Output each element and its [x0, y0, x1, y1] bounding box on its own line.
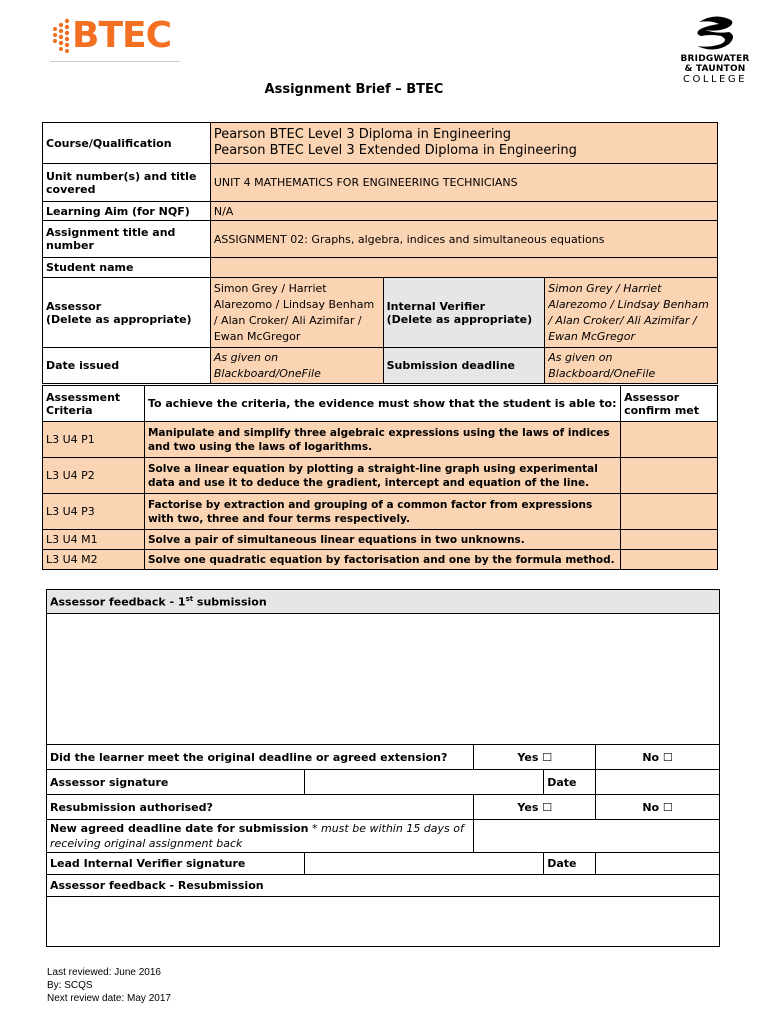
new-deadline-label-text: New agreed deadline date for submission: [50, 822, 309, 835]
college-logo-line1: BRIDGWATER: [680, 54, 750, 64]
learning-aim-value: N/A: [210, 202, 717, 221]
criteria-row: [43, 422, 718, 458]
first-feedback-textarea[interactable]: [47, 614, 720, 745]
course-value-2: Pearson BTEC Level 3 Extended Diploma in Engineering: [213, 143, 577, 158]
assignment-brief-table: [42, 122, 718, 384]
unit-label: Unit number(s) and title covered: [43, 164, 211, 202]
criteria-confirm-cell[interactable]: [621, 550, 718, 570]
assessor-signature-date-field[interactable]: [596, 770, 720, 795]
internal-verifier-label-line1: Internal Verifier: [386, 299, 486, 313]
course-value-1: Pearson BTEC Level 3 Diploma in Engineering: [213, 127, 511, 142]
assessor-signature-label: Assessor signature: [47, 770, 305, 795]
assessor-label-line2: (Delete as appropriate): [46, 312, 192, 326]
criteria-confirm-cell[interactable]: [621, 458, 718, 494]
logo-divider: [50, 61, 180, 62]
btec-logo-text: BTEC: [72, 15, 172, 56]
first-feedback-header-row: [47, 590, 720, 614]
college-logo-line2: & TAUNTON: [684, 64, 746, 74]
resubmission-feedback-body-row: [47, 897, 720, 947]
student-name-field[interactable]: [210, 258, 717, 278]
resubmission-feedback-label: Assessor feedback - Resubmission: [47, 875, 720, 897]
criteria-header-row: [43, 386, 718, 422]
btec-dots-icon: [50, 18, 72, 54]
resubmission-feedback-header-row: [47, 875, 720, 897]
criteria-text: Solve a linear equation by plotting a straight-line graph using experimental data and use it to deduce the gradient, intercept and equation of the line.: [144, 458, 620, 494]
resubmission-authorised-label: Resubmission authorised?: [47, 795, 474, 820]
criteria-text: Solve one quadratic equation by factorisation and one by the formula method.: [144, 550, 620, 570]
evidence-col-header: To achieve the criteria, the evidence must show that the student is able to:: [144, 386, 620, 422]
criteria-text: Solve a pair of simultaneous linear equations in two unknowns.: [144, 530, 620, 550]
lead-iv-date-label: Date: [544, 853, 596, 875]
feedback-table: [46, 589, 720, 947]
last-reviewed: Last reviewed: June 2016: [47, 967, 161, 978]
lead-iv-date-field[interactable]: [596, 853, 720, 875]
internal-verifier-value[interactable]: Simon Grey / Harriet Alarezomo / Lindsay Benham / Alan Croker/ Ali Azimifar / Ewan McGregor: [545, 278, 718, 348]
new-deadline-label: [47, 820, 474, 853]
assignment-title-label: Assignment title and number: [43, 221, 211, 258]
btec-logo: [50, 12, 180, 60]
criteria-row: [43, 550, 718, 570]
assessor-signature-row: [47, 770, 720, 795]
criteria-confirm-cell[interactable]: [621, 494, 718, 530]
new-deadline-note: * must be within 15 days of receiving original assignment back: [50, 822, 464, 850]
date-issued-value: As given on Blackboard/OneFile: [210, 348, 383, 384]
college-emblem-icon: [691, 14, 739, 54]
resubmission-authorised-row: [47, 795, 720, 820]
assessor-signature-field[interactable]: [304, 770, 544, 795]
assignment-title-value: ASSIGNMENT 02: Graphs, algebra, indices and simultaneous equations: [210, 221, 717, 258]
student-name-label: Student name: [43, 258, 211, 278]
confirm-col-header: Assessor confirm met: [621, 386, 718, 422]
internal-verifier-label: [383, 278, 545, 348]
new-deadline-field[interactable]: [474, 820, 720, 853]
criteria-code: L3 U4 P3: [43, 494, 145, 530]
criteria-code: L3 U4 P2: [43, 458, 145, 494]
course-row: [43, 123, 718, 164]
learning-aim-row: [43, 202, 718, 221]
first-feedback-body-row: [47, 614, 720, 745]
reviewed-by: By: SCQS: [47, 980, 93, 991]
resubmission-yes-checkbox[interactable]: Yes ☐: [474, 795, 596, 820]
assessor-value[interactable]: Simon Grey / Harriet Alarezomo / Lindsay Benham / Alan Croker/ Ali Azimifar / Ewan McGregor: [210, 278, 383, 348]
course-value: [210, 123, 717, 164]
resubmission-no-checkbox[interactable]: No ☐: [596, 795, 720, 820]
submission-deadline-label: Submission deadline: [383, 348, 545, 384]
review-footer: [47, 966, 171, 1005]
deadline-met-no-checkbox[interactable]: No ☐: [596, 745, 720, 770]
lead-iv-signature-field[interactable]: [304, 853, 544, 875]
lead-iv-signature-label: Lead Internal Verifier signature: [47, 853, 305, 875]
first-feedback-label-text: Assessor feedback - 1: [50, 595, 186, 609]
criteria-text: Factorise by extraction and grouping of a common factor from expressions with two, three and four terms respectively.: [144, 494, 620, 530]
criteria-row: [43, 530, 718, 550]
next-review-date: Next review date: May 2017: [47, 993, 171, 1004]
student-row: [43, 258, 718, 278]
criteria-code: L3 U4 M1: [43, 530, 145, 550]
assessor-row: [43, 278, 718, 348]
deadline-met-yes-checkbox[interactable]: Yes ☐: [474, 745, 596, 770]
first-feedback-sup: st: [185, 594, 194, 603]
lead-iv-signature-row: [47, 853, 720, 875]
college-logo-line3: COLLEGE: [683, 74, 747, 85]
new-deadline-row: [47, 820, 720, 853]
criteria-col-header: Assessment Criteria: [43, 386, 145, 422]
deadline-met-question: Did the learner meet the original deadline or agreed extension?: [47, 745, 474, 770]
first-feedback-label: [47, 590, 720, 614]
course-label: Course/Qualification: [43, 123, 211, 164]
criteria-code: L3 U4 P1: [43, 422, 145, 458]
first-feedback-suffix: submission: [193, 595, 267, 609]
page-title: Assignment Brief – BTEC: [264, 82, 444, 97]
criteria-table: [42, 385, 718, 570]
date-issued-label: Date issued: [43, 348, 211, 384]
submission-deadline-value: As given on Blackboard/OneFile: [545, 348, 718, 384]
criteria-confirm-cell[interactable]: [621, 422, 718, 458]
unit-value: UNIT 4 MATHEMATICS FOR ENGINEERING TECHNICIANS: [210, 164, 717, 202]
assessor-signature-date-label: Date: [544, 770, 596, 795]
criteria-code: L3 U4 M2: [43, 550, 145, 570]
learning-aim-label: Learning Aim (for NQF): [43, 202, 211, 221]
assessor-label: [43, 278, 211, 348]
assessor-label-line1: Assessor: [46, 299, 102, 313]
deadline-met-row: [47, 745, 720, 770]
assignment-row: [43, 221, 718, 258]
resubmission-feedback-textarea[interactable]: [47, 897, 720, 947]
dates-row: [43, 348, 718, 384]
criteria-confirm-cell[interactable]: [621, 530, 718, 550]
criteria-text: Manipulate and simplify three algebraic expressions using the laws of indices and two using the laws of logarithms.: [144, 422, 620, 458]
unit-row: [43, 164, 718, 202]
criteria-row: [43, 494, 718, 530]
internal-verifier-label-line2: (Delete as appropriate): [386, 312, 533, 326]
criteria-row: [43, 458, 718, 494]
